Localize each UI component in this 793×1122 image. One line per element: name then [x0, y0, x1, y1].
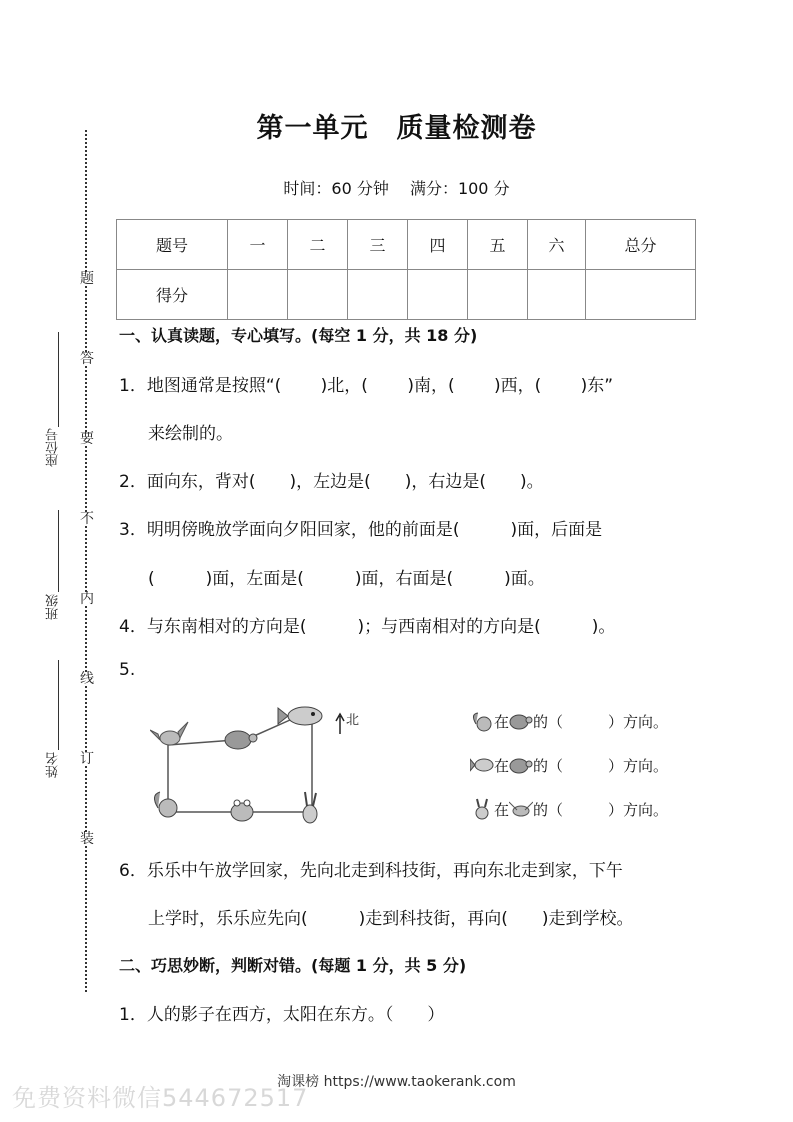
- fig-question-row: [470, 754, 668, 776]
- score-input-cell[interactable]: [288, 270, 348, 320]
- page-title: 第一单元 质量检测卷: [256, 113, 537, 144]
- binding-char: 答: [80, 351, 94, 367]
- watermark: 免费资料微信544672517: [12, 1084, 309, 1112]
- question-2: 2．面向东，背对( )，左边是( )，右边是( )。: [119, 472, 544, 492]
- name-label: 姓名: [46, 752, 61, 778]
- fig-text: 的（ ）方向。: [533, 712, 669, 731]
- question-3-cont: ( )面，左面是( )面，右面是( )面。: [148, 569, 545, 589]
- table-cell: 题号: [117, 220, 228, 270]
- table-cell: 一: [228, 220, 288, 270]
- animal-map-figure: [150, 700, 370, 835]
- fig-text: 在: [494, 756, 510, 775]
- question-4: 4．与东南相对的方向是( )；与西南相对的方向是( )。: [119, 617, 616, 637]
- fish-icon: [470, 754, 494, 776]
- north-label: 北: [346, 713, 360, 728]
- fig-question-row: [470, 710, 668, 732]
- binding-char: 线: [80, 671, 94, 687]
- question-3: 3．明明傍晚放学面向夕阳回家，他的前面是( )面，后面是: [119, 520, 603, 540]
- table-row: [117, 270, 696, 320]
- table-row: [117, 220, 696, 270]
- class-label: 班级: [46, 594, 61, 620]
- binding-char: 不: [80, 511, 94, 527]
- section-heading: 一、认真读题，专心填写。(每空 1 分，共 18 分): [119, 326, 478, 345]
- score-input-cell[interactable]: [348, 270, 408, 320]
- fig-question-row: [470, 798, 668, 820]
- rabbit-icon: [470, 798, 494, 820]
- binding-dotted-line: [85, 130, 87, 992]
- fig-text: 的（ ）方向。: [533, 756, 669, 775]
- binding-char: 装: [80, 831, 94, 847]
- binding-char: 内: [80, 591, 94, 607]
- table-cell: 六: [528, 220, 586, 270]
- frog-icon: [231, 800, 253, 821]
- bird-icon: [150, 722, 188, 745]
- binding-char: 订: [80, 751, 94, 767]
- bird-icon: [509, 798, 533, 820]
- score-input-cell[interactable]: [408, 270, 468, 320]
- question-6-cont: 上学时，乐乐应先向( )走到科技街，再向( )走到学校。: [148, 909, 634, 929]
- footer-url[interactable]: 淘课榜 https://www.taokerank.com: [277, 1074, 516, 1090]
- rabbit-icon: [303, 792, 317, 823]
- fig-text: 在: [494, 712, 510, 731]
- turtle-icon: [509, 710, 533, 732]
- squirrel-icon: [154, 792, 177, 817]
- judge-question-1: 1．人的影子在西方，太阳在东方。（ ）: [119, 1005, 445, 1025]
- exam-info: 时间：60 分钟 满分：100 分: [283, 179, 510, 198]
- fig-text: 在: [494, 800, 510, 819]
- question-1-cont: 来绘制的。: [148, 424, 233, 444]
- table-cell: 总分: [586, 220, 696, 270]
- score-table: [116, 219, 696, 320]
- class-line[interactable]: [58, 510, 59, 592]
- score-input-cell[interactable]: [468, 270, 528, 320]
- question-1: 1．地图通常是按照“( )北，( )南，( )西，( )东”: [119, 376, 614, 396]
- table-cell: 三: [348, 220, 408, 270]
- north-arrow-icon: [336, 714, 344, 734]
- table-cell: 五: [468, 220, 528, 270]
- score-input-cell[interactable]: [586, 270, 696, 320]
- turtle-icon: [509, 754, 533, 776]
- turtle-icon: [225, 731, 257, 749]
- score-input-cell[interactable]: [228, 270, 288, 320]
- binding-char: 要: [80, 431, 94, 447]
- table-cell: 四: [408, 220, 468, 270]
- score-input-cell[interactable]: [528, 270, 586, 320]
- seat-number-label: 座位号: [46, 428, 61, 467]
- seat-number-line[interactable]: [58, 332, 59, 427]
- question-5: 5.: [119, 660, 136, 680]
- squirrel-icon: [470, 710, 494, 732]
- question-6: 6．乐乐中午放学回家，先向北走到科技街，再向东北走到家，下午: [119, 861, 623, 881]
- section-heading: 二、巧思妙断，判断对错。(每题 1 分，共 5 分): [119, 956, 467, 975]
- name-line[interactable]: [58, 660, 59, 750]
- binding-char: 题: [80, 271, 94, 287]
- table-cell: 二: [288, 220, 348, 270]
- fig-text: 的（ ）方向。: [533, 800, 669, 819]
- table-cell: 得分: [117, 270, 228, 320]
